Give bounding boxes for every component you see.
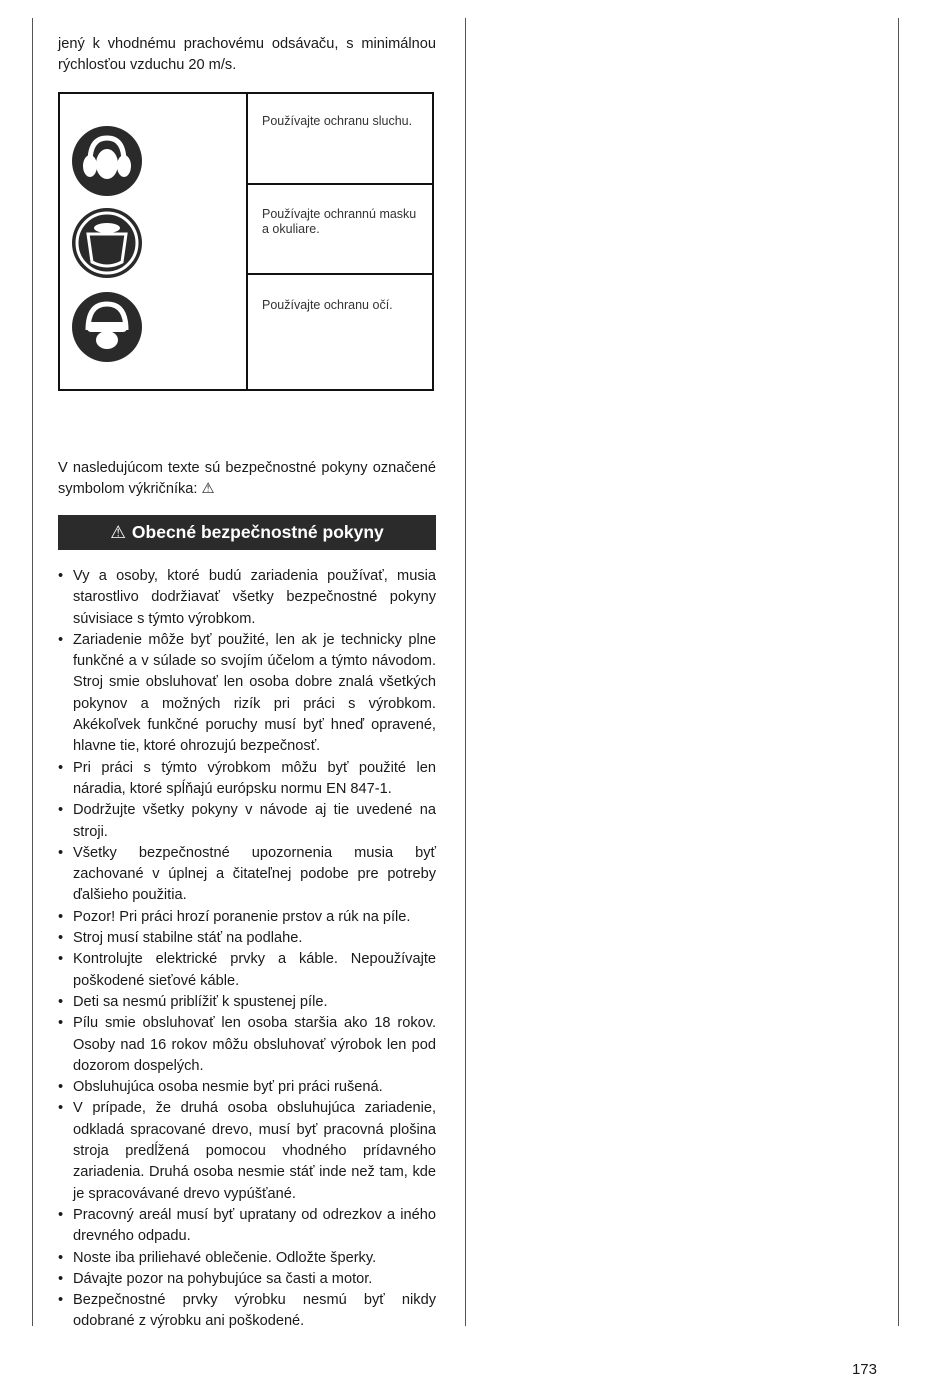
symbol-label-hearing: Používajte ochranu sluchu. [262, 114, 413, 128]
list-item: • Dodržujte všetky pokyny v návode aj tie uvedené na stroji. [58, 800, 436, 843]
symbol-label-mask: Používajte ochrannú masku a okuliare. [262, 207, 417, 236]
list-item: • Všetky bezpečnostné upozornenia musia byť zachované v úplnej a čitateľnej podobe pre potreby ďalšieho použitia. [58, 843, 436, 907]
list-item: • Vy a osoby, ktoré budú zariadenia používať, musia starostlivo dodržiavať všetky bezpečnostné pokyny súvisiace s týmto výrobkom. [58, 566, 436, 630]
list-item: • Pozor! Pri práci hrozí poranenie prstov a rúk na píle. [58, 907, 436, 928]
section-heading [58, 515, 436, 550]
column-divider-rule [465, 18, 466, 1326]
list-item: • Stroj musí stabilne stáť na podlahe. [58, 928, 436, 949]
list-item: • Deti sa nesmú priblížiť k spustenej píle. [58, 992, 436, 1013]
intro-paragraph: jený k vhodnému prachovému odsávaču, s minimálnou rýchlosťou vzduchu 20 m/s. [58, 36, 436, 74]
list-item: • Dávajte pozor na pohybujúce sa časti a motor. [58, 1269, 436, 1290]
list-item: • Bezpečnostné prvky výrobku nesmú byť nikdy odobrané z výrobku ani poškodené. [58, 1290, 436, 1333]
warning-triangle-icon: ⚠ [110, 522, 126, 542]
list-item: • Pri práci s týmto výrobkom môžu byť použité len náradia, ktoré spĺňajú európsku normu EN 847-1. [58, 758, 436, 801]
list-item: • V prípade, že druhá osoba obsluhujúca zariadenie, odkladá spracované drevo, musí byť pracovná plošina stroja predĺžená pomocou vhodného prídavného zariadenia. Druhá osoba nesmie stáť inde než tam, kde je spracovávané drevo vypúšťané. [58, 1098, 436, 1204]
symbols-icon-column [60, 94, 248, 389]
ear-protection-icon [70, 124, 144, 198]
safety-instructions-list [58, 566, 436, 1333]
list-item: • Noste iba priliehavé oblečenie. Odložte šperky. [58, 1248, 436, 1269]
page-number: 173 [851, 1361, 877, 1378]
right-margin-rule [898, 18, 899, 1326]
section-title: Obecné bezpečnostné pokyny [131, 522, 384, 542]
list-item: • Obsluhujúca osoba nesmie byť pri práci rušená. [58, 1077, 436, 1098]
face-mask-goggles-icon [70, 206, 144, 280]
list-item: • Pracovný areál musí byť upratany od odrezkov a iného drevného odpadu. [58, 1205, 436, 1248]
symbol-label-eyes: Používajte ochranu očí. [262, 298, 393, 312]
safety-symbols-table [58, 92, 434, 391]
eye-protection-icon [70, 290, 144, 364]
list-item: • Zariadenie môže byť použité, len ak je technicky plne funkčné a v súlade so svojím účelom a týmto návodom. Stroj smie obsluhovať len osoba dobre znalá všetkých pokynov a možných rizík pri práci s výrobkom. Akékoľvek funkčné poruchy musí byť hneď opravené, hlavne tie, ktoré ohrozujú bezpečnosť. [58, 630, 436, 758]
warning-symbol-note: V nasledujúcom texte sú bezpečnostné pokyny označené symbolom výkričníka: ⚠ [58, 460, 436, 498]
symbol-label-cell-mask [248, 185, 432, 275]
left-margin-rule [32, 18, 33, 1326]
list-item: • Pílu smie obsluhovať len osoba staršia ako 18 rokov. Osoby nad 16 rokov môžu obsluhovať výrobok len pod dozorom dospelých. [58, 1013, 436, 1077]
symbol-label-cell-hearing [248, 94, 432, 185]
symbol-label-cell-eyes [248, 275, 432, 389]
list-item: • Kontrolujte elektrické prvky a káble. Nepoužívajte poškodené sieťové káble. [58, 949, 436, 992]
